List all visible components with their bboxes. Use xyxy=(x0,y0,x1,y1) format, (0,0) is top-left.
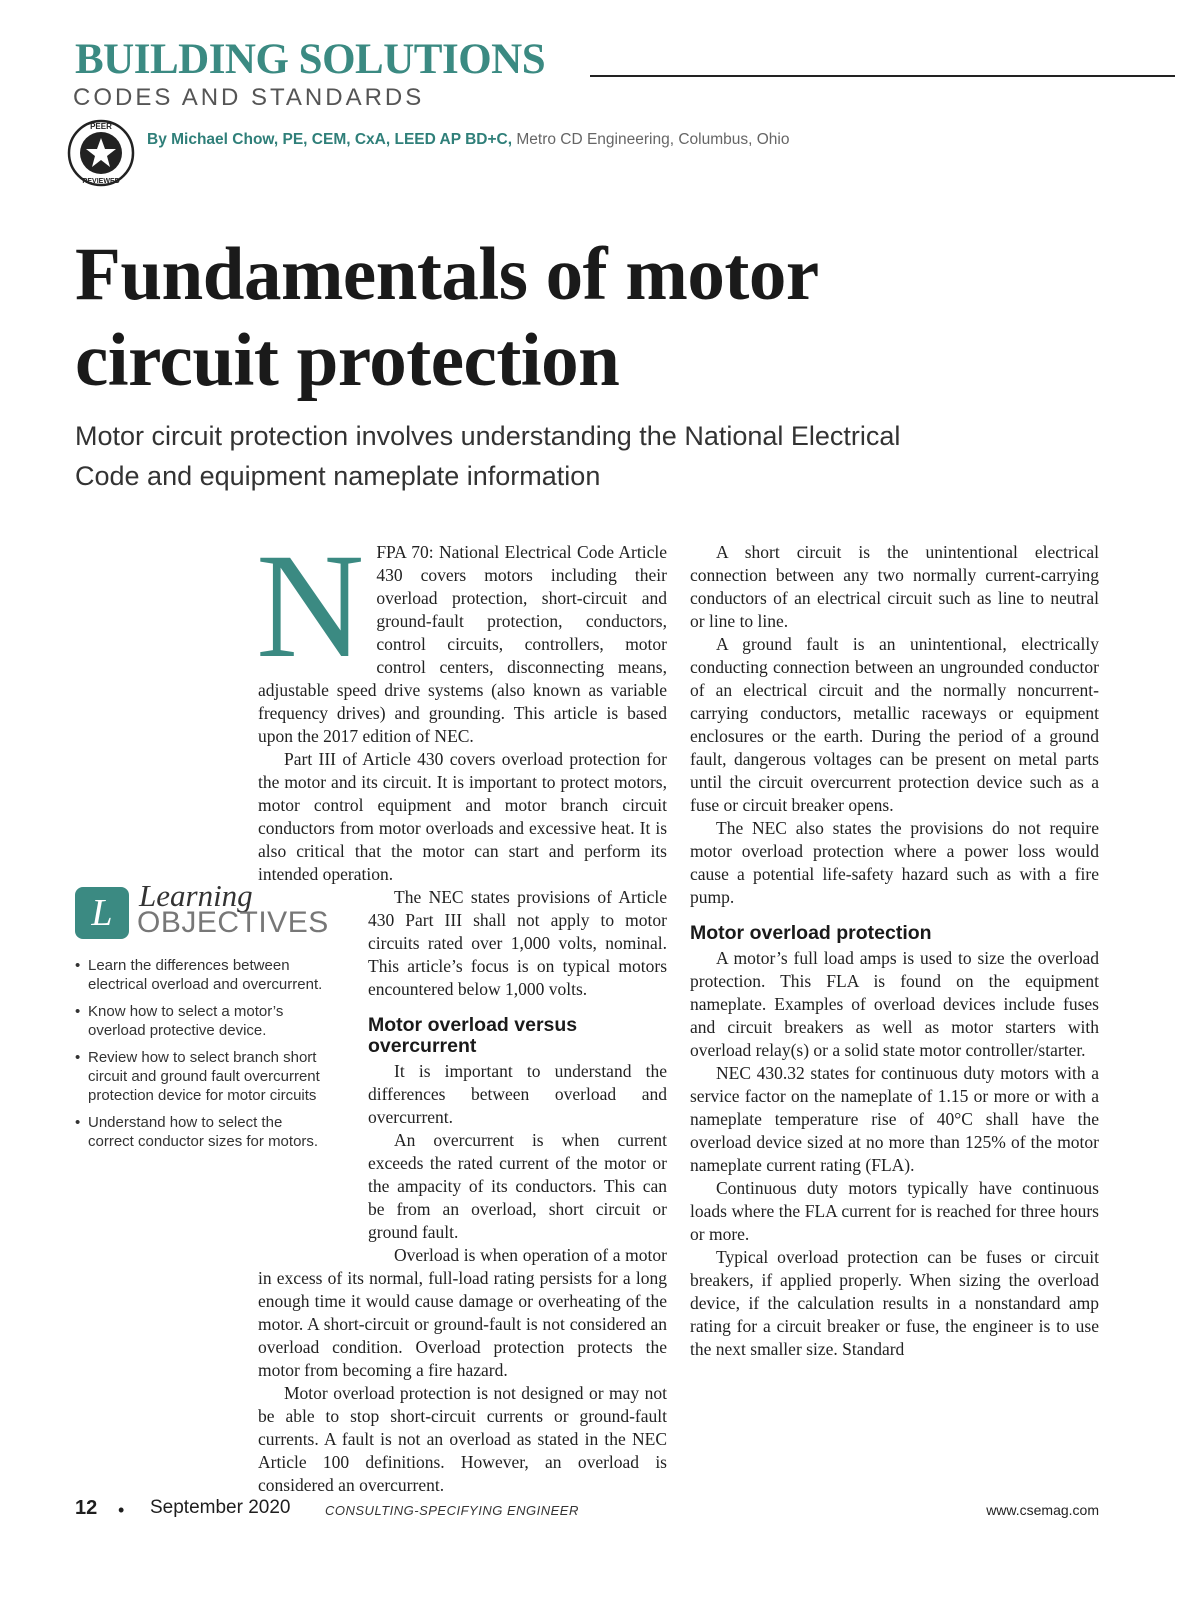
body-paragraph: A motor’s full load amps is used to size the overload protection. This FLA is found on the equipment nameplate. Examples of overload devices include fuses and circuit breakers as well as motor starters with overload relay(s) or a solid state motor controller/starter. xyxy=(690,948,1099,1060)
section-heading: Motor overload versus overcurrent xyxy=(368,1014,578,1057)
objective-item: • Learn the differences between electrical overload and overcurrent. xyxy=(75,956,330,994)
body-paragraph: FPA 70: National Electrical Code Article 430 covers motors including their overload protection, short-circuit and ground-fault protection, conductors, control circuits, controllers, motor control centers, disconnecting means, adjustable speed drive systems (also known as variable frequency drives) and grounding. This article is based upon the 2017 edition of NEC. xyxy=(258,542,667,746)
header-rule xyxy=(590,75,1175,77)
svg-text:PEER: PEER xyxy=(90,122,112,131)
body-paragraph: NEC 430.32 states for continuous duty motors with a service factor on the nameplate of 1.15 or more or with a nameplate temperature rise of 40°C shall have the overload device sized at no more than 125% of the motor nameplate current rating (FLA). xyxy=(690,1063,1099,1175)
byline-author: By Michael Chow, PE, CEM, CxA, LEED AP BD+C, xyxy=(147,131,513,148)
byline xyxy=(147,131,789,149)
subtitle-line-2: Code and equipment nameplate information xyxy=(75,461,601,491)
objective-item: • Know how to select a motor’s overload protective device. xyxy=(75,1002,330,1040)
body-paragraph: Typical overload protection can be fuses or circuit breakers, if applied properly. When sizing the overload device, if the calculation results in a nonstandard amp rating for a circuit breaker or fuse, the engineer is to use the next smaller size. Standard xyxy=(690,1247,1099,1359)
body-paragraph: Part III of Article 430 covers overload protection for the motor and its circuit. It is important to protect motors, motor control equipment and motor branch circuit conductors from motor overloads and excessive heat. It is also critical that the motor can start and perform its intended operation. xyxy=(258,749,667,884)
body-paragraph: A short circuit is the unintentional electrical connection between any two normally current-carrying conductors of an electrical circuit such as line to neutral or line to line. xyxy=(690,542,1099,631)
body-paragraph: Continuous duty motors typically have continuous loads where the FLA current for is reached for three hours or more. xyxy=(690,1178,1099,1244)
peer-reviewed-seal-icon xyxy=(67,119,135,187)
title-line-1: Fundamentals of motor xyxy=(75,233,819,316)
publication-name: CONSULTING-SPECIFYING ENGINEER xyxy=(325,1503,579,1518)
issue-date: September 2020 xyxy=(150,1497,291,1518)
body-paragraph: It is important to understand the differences between overload and overcurrent. xyxy=(368,1061,667,1127)
article-title xyxy=(75,232,1125,404)
svg-text:REVIEWED: REVIEWED xyxy=(82,178,120,185)
learning-script-label: Learning xyxy=(139,878,253,913)
website-link[interactable]: www.csemag.com xyxy=(986,1502,1099,1518)
body-paragraph: An overcurrent is when current exceeds the rated current of the motor or the ampacity of its conductors. This can be from an overload, short circuit or ground fault. xyxy=(368,1130,667,1242)
body-column-left xyxy=(256,523,667,1495)
objective-item: • Review how to select branch short circuit and ground fault overcurrent protection device for motor circuits xyxy=(75,1048,330,1105)
subtitle-line-1: Motor circuit protection involves understanding the National Electrical xyxy=(75,421,901,451)
drop-cap: N xyxy=(256,523,365,689)
body-paragraph: The NEC also states the provisions do not require motor overload protection where a power loss would cause a potential life-safety hazard such as with a fire pump. xyxy=(690,818,1099,907)
body-paragraph: Motor overload protection is not designed or may not be able to stop short-circuit currents or ground-fault currents. A fault is not an overload as stated in the NEC Article 100 definitions. However, an overload is considered an overcurrent. xyxy=(258,1383,667,1495)
brand-title: BUILDING SOLUTIONS xyxy=(75,36,546,83)
learning-icon: L xyxy=(75,887,129,939)
article-subtitle xyxy=(75,416,1075,496)
objectives-label: OBJECTIVES xyxy=(137,906,329,939)
objective-item: • Understand how to select the correct conductor sizes for motors. xyxy=(75,1113,330,1151)
title-line-2: circuit protection xyxy=(75,319,620,402)
byline-affiliation: Metro CD Engineering, Columbus, Ohio xyxy=(512,131,790,148)
body-paragraph: A ground fault is an unintentional, electrically conducting connection between an ungrounded conductor of an electrical circuit and the normally noncurrent-carrying conductors, metallic raceways or equipment enclosures or the earth. During the period of a ground fault, dangerous voltages can be present on metal parts until the circuit overcurrent protection device such as a fuse or circuit breaker opens. xyxy=(690,634,1099,815)
body-paragraph: The NEC states provisions of Article 430 Part III shall not apply to motor circuits rated over 1,000 volts, nominal. This article’s focus is on typical motors encountered below 1,000 volts. xyxy=(368,887,667,999)
footer-separator: • xyxy=(118,1500,125,1520)
body-column-right xyxy=(690,541,1099,1481)
objectives-gutter xyxy=(258,887,368,1257)
body-paragraph: Overload is when operation of a motor in excess of its normal, full-load rating persists for a long enough time it would cause damage or overheating of the motor. A short-circuit or ground-fault is not considered an overload condition. Overload protection protects the motor from becoming a fire hazard. xyxy=(258,1245,667,1380)
section-heading: Motor overload protection xyxy=(690,922,932,944)
section-label: CODES AND STANDARDS xyxy=(73,84,425,111)
page-number: 12 xyxy=(75,1497,98,1519)
